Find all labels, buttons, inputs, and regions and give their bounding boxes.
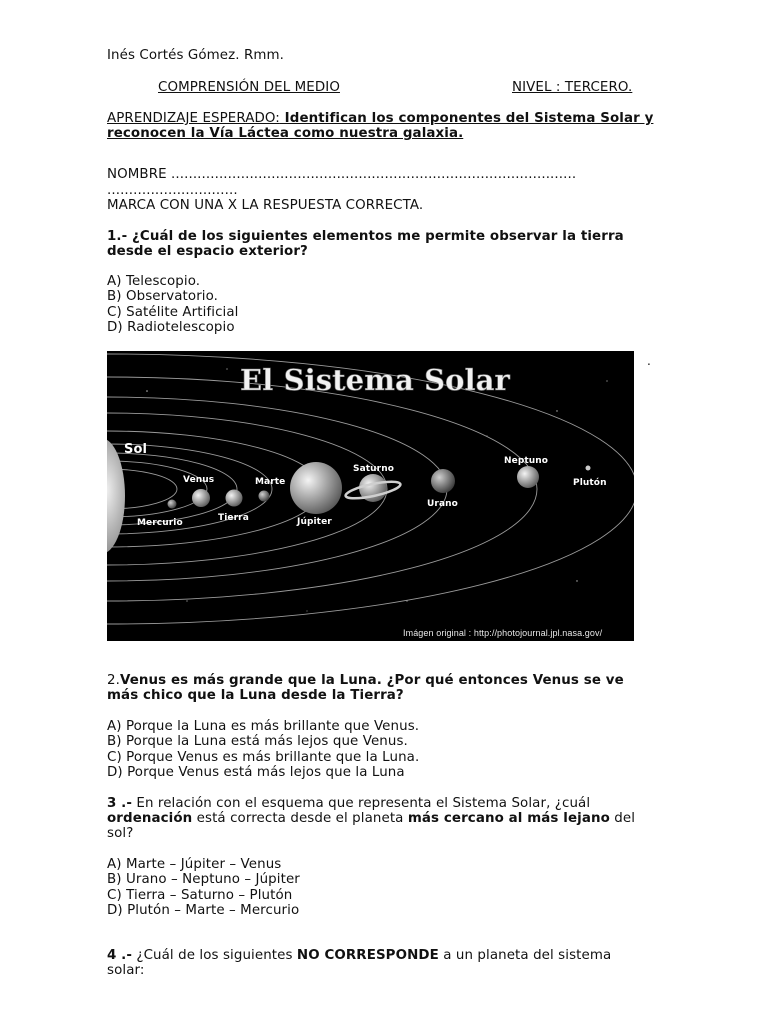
q1-option-d[interactable]: D) Radiotelescopio [107, 320, 235, 335]
sun [107, 438, 125, 554]
q1-number: 1.- [107, 229, 133, 244]
label-marte: Marte [255, 477, 286, 487]
q3-text-1: En relación con el esquema que representa el Sistema Solar, ¿cuál [132, 796, 591, 811]
q4-text-1: ¿Cuál de los siguientes [132, 948, 297, 963]
q2-option-d[interactable]: D) Porque Venus está más lejos que la Luna [107, 765, 405, 780]
diagram-title: El Sistema Solar [240, 363, 510, 397]
q3-text-2b: del [609, 811, 636, 826]
q1-option-b[interactable]: B) Observatorio. [107, 289, 219, 304]
q3-option-d[interactable]: D) Plutón – Marte – Mercurio [107, 903, 300, 918]
label-saturno: Saturno [353, 464, 394, 474]
q4-text-1b: a un planeta del sistema [438, 948, 612, 963]
q3-line-1 [107, 796, 590, 812]
image-credit: Imágen original : http://photojournal.jpl.nasa.gov/ [403, 628, 603, 638]
q2-text: Venus es más grande que la Luna. ¿Por qué entonces Venus se ve [119, 673, 624, 688]
q1-line-1 [107, 229, 624, 245]
level: NIVEL : TERCERO. [512, 80, 633, 95]
instruction: MARCA CON UNA X LA RESPUESTA CORRECTA. [107, 198, 424, 213]
q2-option-c[interactable]: C) Porque Venus es más brillante que la Luna. [107, 750, 420, 765]
objective-line-2: reconocen la Vía Láctea como nuestra galaxia. [107, 126, 464, 141]
label-neptuno: Neptuno [504, 456, 549, 466]
q4-line-1 [107, 948, 611, 964]
planet-tierra [226, 490, 243, 507]
label-tierra: Tierra [218, 513, 249, 523]
q4-emphasis: NO CORRESPONDE [296, 948, 439, 963]
solar-system-diagram [107, 351, 634, 641]
q3-line-2 [107, 811, 635, 827]
planet-marte [259, 491, 270, 502]
q1-line-2: desde el espacio exterior? [107, 244, 308, 259]
name-label: NOMBRE [107, 167, 172, 182]
name-dots: ............................................................................................. [171, 167, 577, 182]
q1-option-c[interactable]: C) Satélite Artificial [107, 305, 239, 320]
q3-option-c[interactable]: C) Tierra – Saturno – Plutón [107, 888, 293, 903]
level-title [512, 80, 632, 96]
q3-ordenacion: ordenación [107, 811, 193, 826]
label-sol: Sol [124, 442, 148, 457]
objective-line-1 [107, 111, 653, 127]
planet-jupiter [290, 462, 342, 514]
q1-option-a[interactable]: A) Telescopio. [107, 274, 201, 289]
q3-option-a[interactable]: A) Marte – Júpiter – Venus [107, 857, 282, 872]
subject: COMPRENSIÓN DEL MEDIO [158, 80, 340, 95]
name-field[interactable] [107, 167, 576, 183]
q3-line-3: sol? [107, 826, 134, 841]
q4-line-2: solar: [107, 963, 145, 978]
label-pluton: Plutón [573, 478, 607, 488]
q3-text-2: está correcta desde el planeta [192, 811, 408, 826]
q1-text: ¿Cuál de los siguientes elementos me permite observar la tierra [132, 229, 624, 244]
objective-label: APRENDIZAJE ESPERADO: [107, 111, 280, 126]
q3-number: 3 .- [107, 796, 133, 811]
q3-emphasis: más cercano al más lejano [407, 811, 610, 826]
name-dots-continued: .............................. [107, 183, 238, 198]
subject-title [158, 80, 340, 96]
solar-system-image [107, 351, 634, 641]
q2-number: 2. [107, 673, 120, 688]
planet-pluton [586, 466, 591, 471]
objective-text-1: Identifican los componentes del Sistema Solar y [279, 111, 654, 126]
q3-option-b[interactable]: B) Urano – Neptuno – Júpiter [107, 872, 300, 887]
planet-saturno [344, 474, 401, 502]
author-line: Inés Cortés Gómez. Rmm. [107, 48, 285, 63]
planet-urano [431, 469, 455, 493]
label-jupiter: Júpiter [297, 517, 332, 527]
q2-option-a[interactable]: A) Porque la Luna es más brillante que Venus. [107, 719, 420, 734]
q2-option-b[interactable]: B) Porque la Luna está más lejos que Venus. [107, 734, 408, 749]
label-mercurio: Mercurio [137, 518, 183, 528]
planet-neptuno [517, 466, 539, 488]
side-dot: . [647, 354, 651, 368]
q2-line-2: más chico que la Luna desde la Tierra? [107, 688, 404, 703]
q4-number: 4 .- [107, 948, 133, 963]
planet-venus [192, 489, 210, 507]
label-venus: Venus [183, 475, 215, 485]
planet-mercurio [168, 500, 177, 509]
label-urano: Urano [427, 499, 458, 509]
q2-line-1 [107, 673, 624, 689]
